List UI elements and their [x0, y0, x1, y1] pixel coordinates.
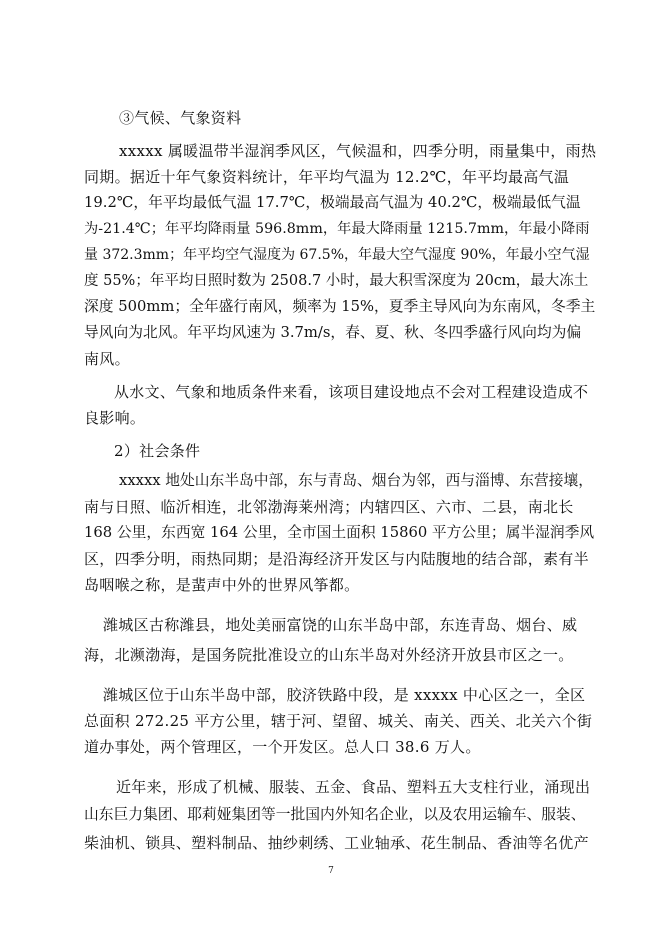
section-heading-climate: ③气候、气象资料 [119, 109, 242, 127]
text-line: 为-21.4℃；年平均降雨量 596.8mm，年最大降雨量 1215.7mm，年最小降雨 [84, 221, 590, 237]
text-line: 潍城区古称潍县，地处美丽富饶的山东半岛中部，东连青岛、烟台、威 [103, 616, 578, 634]
page-number: 7 [328, 866, 334, 876]
text-line: 度 55%；年平均日照时数为 2508.7 小时，最大积雪深度为 20cm，最大冻土 [84, 273, 589, 289]
text-line: 道办事处，两个管理区，一个开发区。总人口 38.6 万人。 [84, 738, 481, 756]
text-line: 柴油机、锁具、塑料制品、抽纱刺绣、工业轴承、花生制品、香油等名优产 [84, 834, 589, 852]
text-line: 良影响。 [84, 409, 146, 427]
section-heading-social: 2）社会条件 [114, 442, 201, 460]
text-line: 量 372.3mm；年平均空气湿度为 67.5%，年最大空气湿度 90%，年最小空气湿 [84, 247, 590, 263]
text-line: 岛咽喉之称，是蜚声中外的世界风筝都。 [84, 576, 360, 594]
text-line: xxxxx 属暖温带半湿润季风区，气候温和，四季分明，雨量集中，雨热 [119, 142, 597, 160]
text-line: 山东巨力集团、耶莉娅集团等一批国内外知名企业，以及农用运输车、服装、 [84, 806, 586, 823]
text-line: 深度 500mm；全年盛行南风，频率为 15%，夏季主导风向为东南风，冬季主 [84, 298, 596, 315]
text-line: 南风。 [84, 350, 130, 368]
text-line: 从水文、气象和地质条件来看，该项目建设地点不会对工程建设造成不 [114, 383, 589, 401]
text-line: 总面积 272.25 平方公里，辖于河、望留、城关、南关、西关、北关六个街 [84, 712, 593, 730]
text-line: 导风向为北风。年平均风速为 3.7m/s，春、夏、秋、冬四季盛行风向均为偏 [84, 324, 582, 341]
text-line: 19.2℃，年平均最低气温 17.7℃，极端最高气温为 40.2℃，极端最低气温 [84, 194, 581, 211]
text-line: xxxxx 地处山东半岛中部，东与青岛、烟台为邻，西与淄博、东营接壤， [119, 472, 594, 489]
text-line: 潍城区位于山东半岛中部，胶济铁路中段，是 xxxxx 中心区之一，全区 [103, 686, 586, 704]
text-line: 168 公里，东西宽 164 公里，全市国土面积 15860 平方公里；属半湿润季风 [84, 524, 595, 541]
text-line: 南与日照、临沂相连，北邻渤海莱州湾；内辖四区、六市、二县，南北长 [84, 498, 574, 516]
text-line: 近年来，形成了机械、服装、五金、食品、塑料五大支柱行业，涌现出 [116, 778, 591, 796]
text-line: 区，四季分明，雨热同期；是沿海经济开发区与内陆腹地的结合部，素有半 [84, 550, 589, 568]
text-line: 海，北濒渤海，是国务院批准设立的山东半岛对外经济开放县市区之一。 [84, 646, 574, 664]
text-line: 同期。据近十年气象资料统计，年平均气温为 12.2℃，年平均最高气温 [84, 168, 570, 186]
